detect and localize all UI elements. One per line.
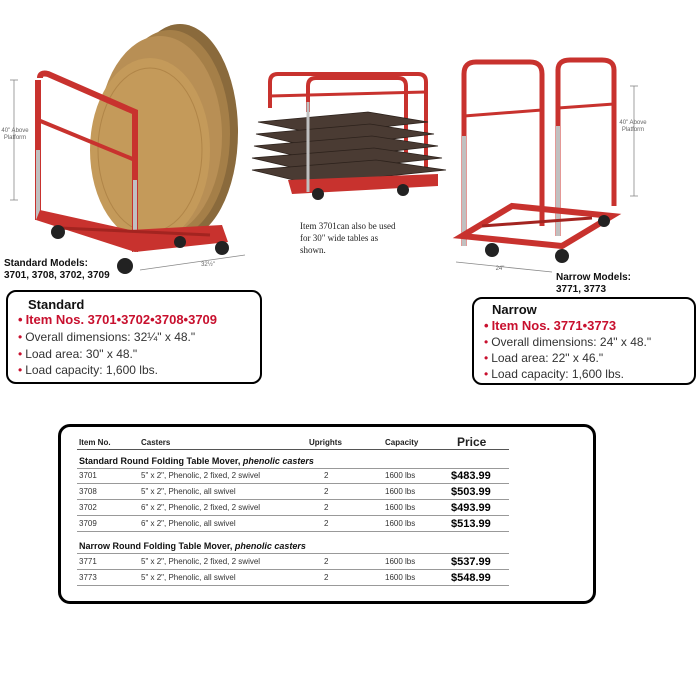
header-divider (77, 449, 509, 450)
cell-price: $503.99 (451, 486, 491, 498)
cell-capacity: 1600 lbs (385, 557, 416, 566)
cell-item-no: 3708 (79, 487, 97, 496)
cell-casters: 5" x 2", Phenolic, 2 fixed, 2 swivel (141, 471, 261, 480)
cell-price: $483.99 (451, 470, 491, 482)
cell-capacity: 1600 lbs (385, 503, 416, 512)
narrow-item-numbers-text: Item Nos. 3771•3773 (491, 318, 617, 333)
header-casters: Casters (141, 438, 171, 447)
standard-spec-box (6, 290, 262, 384)
narrow-models-caption (556, 272, 631, 296)
cell-capacity: 1600 lbs (385, 519, 416, 528)
section-narrow-divider (77, 553, 509, 554)
cell-uprights: 2 (324, 487, 329, 496)
cell-price: $493.99 (451, 502, 491, 514)
standard-load-area-text: Load area: 30" x 48." (25, 347, 138, 361)
cell-capacity: 1600 lbs (385, 487, 416, 496)
standard-load-area: • Load area: 30" x 48." (18, 347, 138, 361)
standard-models-caption (4, 258, 110, 282)
row-divider (77, 531, 509, 532)
standard-models-line2: 3701, 3708, 3702, 3709 (4, 270, 110, 281)
section-standard-title-text: Standard Round Folding Table Mover, (79, 456, 241, 466)
section-narrow-suffix: phenolic casters (234, 541, 306, 551)
section-narrow-title (79, 541, 306, 551)
cell-item-no: 3709 (79, 519, 97, 528)
section-standard-divider (77, 468, 509, 469)
row-divider (77, 483, 509, 484)
row-divider (77, 569, 509, 570)
cell-capacity: 1600 lbs (385, 471, 416, 480)
header-item-no: Item No. (79, 438, 111, 447)
narrow-box-title: Narrow (492, 302, 537, 317)
standard-dimensions: • Overall dimensions: 32¼" x 48." (18, 330, 196, 344)
narrow-models-line2: 3771, 3773 (556, 284, 607, 295)
cell-uprights: 2 (324, 557, 329, 566)
narrow-load-area-text: Load area: 22" x 46." (491, 351, 604, 365)
standard-models-line1: Standard Models: (4, 258, 88, 269)
narrow-dimensions-text: Overall dimensions: 24" x 48." (491, 335, 652, 349)
cell-item-no: 3702 (79, 503, 97, 512)
section-standard-suffix: phenolic casters (242, 456, 314, 466)
narrow-capacity: • Load capacity: 1,600 lbs. (484, 367, 624, 381)
standard-item-numbers-text: Item Nos. 3701•3702•3708•3709 (25, 312, 218, 327)
standard-capacity: • Load capacity: 1,600 lbs. (18, 363, 158, 377)
item-note-line3: shown. (300, 245, 326, 255)
row-divider (77, 515, 509, 516)
item-note-line2: for 30" wide tables as (300, 233, 379, 243)
cell-uprights: 2 (324, 503, 329, 512)
header-uprights: Uprights (309, 438, 342, 447)
cell-uprights: 2 (324, 573, 329, 582)
header-capacity: Capacity (385, 438, 419, 447)
cell-price: $513.99 (451, 518, 491, 530)
narrow-capacity-text: Load capacity: 1,600 lbs. (491, 367, 624, 381)
price-table (58, 424, 596, 604)
cell-casters: 6" x 2", Phenolic, all swivel (141, 519, 236, 528)
standard-item-numbers: • Item Nos. 3701•3702•3708•3709 (18, 312, 218, 327)
row-divider (77, 499, 509, 500)
narrow-models-line1: Narrow Models: (556, 272, 632, 283)
standard-height-dimension: 40" Above Platform (1, 128, 29, 141)
narrow-item-numbers: • Item Nos. 3771•3773 (484, 318, 617, 333)
narrow-height-dimension: 40" Above Platform (619, 120, 647, 133)
narrow-mover-image (452, 56, 662, 276)
cell-casters: 5" x 2", Phenolic, all swivel (141, 487, 236, 496)
cell-casters: 5" x 2", Phenolic, 2 fixed, 2 swivel (141, 557, 261, 566)
standard-dimensions-text: Overall dimensions: 32¼" x 48." (25, 330, 196, 344)
narrow-dimensions: • Overall dimensions: 24" x 48." (484, 335, 652, 349)
cell-uprights: 2 (324, 471, 329, 480)
standard-box-title: Standard (28, 297, 85, 312)
narrow-width-dimension: 24" (495, 266, 505, 272)
cell-price: $537.99 (451, 556, 491, 568)
cell-item-no: 3771 (79, 557, 97, 566)
cell-casters: 5" x 2", Phenolic, all swivel (141, 573, 236, 582)
item-note-line1: Item 3701can also be used (300, 221, 396, 231)
cell-uprights: 2 (324, 519, 329, 528)
narrow-spec-box (472, 297, 696, 385)
section-narrow-title-text: Narrow Round Folding Table Mover, (79, 541, 233, 551)
row-divider (77, 585, 509, 586)
cell-item-no: 3701 (79, 471, 97, 480)
cell-item-no: 3773 (79, 573, 97, 582)
narrow-load-area: • Load area: 22" x 46." (484, 351, 604, 365)
header-price: Price (457, 435, 487, 449)
standard-mover-image (0, 20, 260, 280)
rectangular-tables-image (248, 62, 458, 212)
standard-width-dimension: 32½" (201, 262, 215, 268)
standard-capacity-text: Load capacity: 1,600 lbs. (25, 363, 158, 377)
cell-capacity: 1600 lbs (385, 573, 416, 582)
item-note-caption (300, 220, 395, 256)
section-standard-title (79, 456, 314, 466)
cell-price: $548.99 (451, 572, 491, 584)
cell-casters: 6" x 2", Phenolic, 2 fixed, 2 swivel (141, 503, 261, 512)
